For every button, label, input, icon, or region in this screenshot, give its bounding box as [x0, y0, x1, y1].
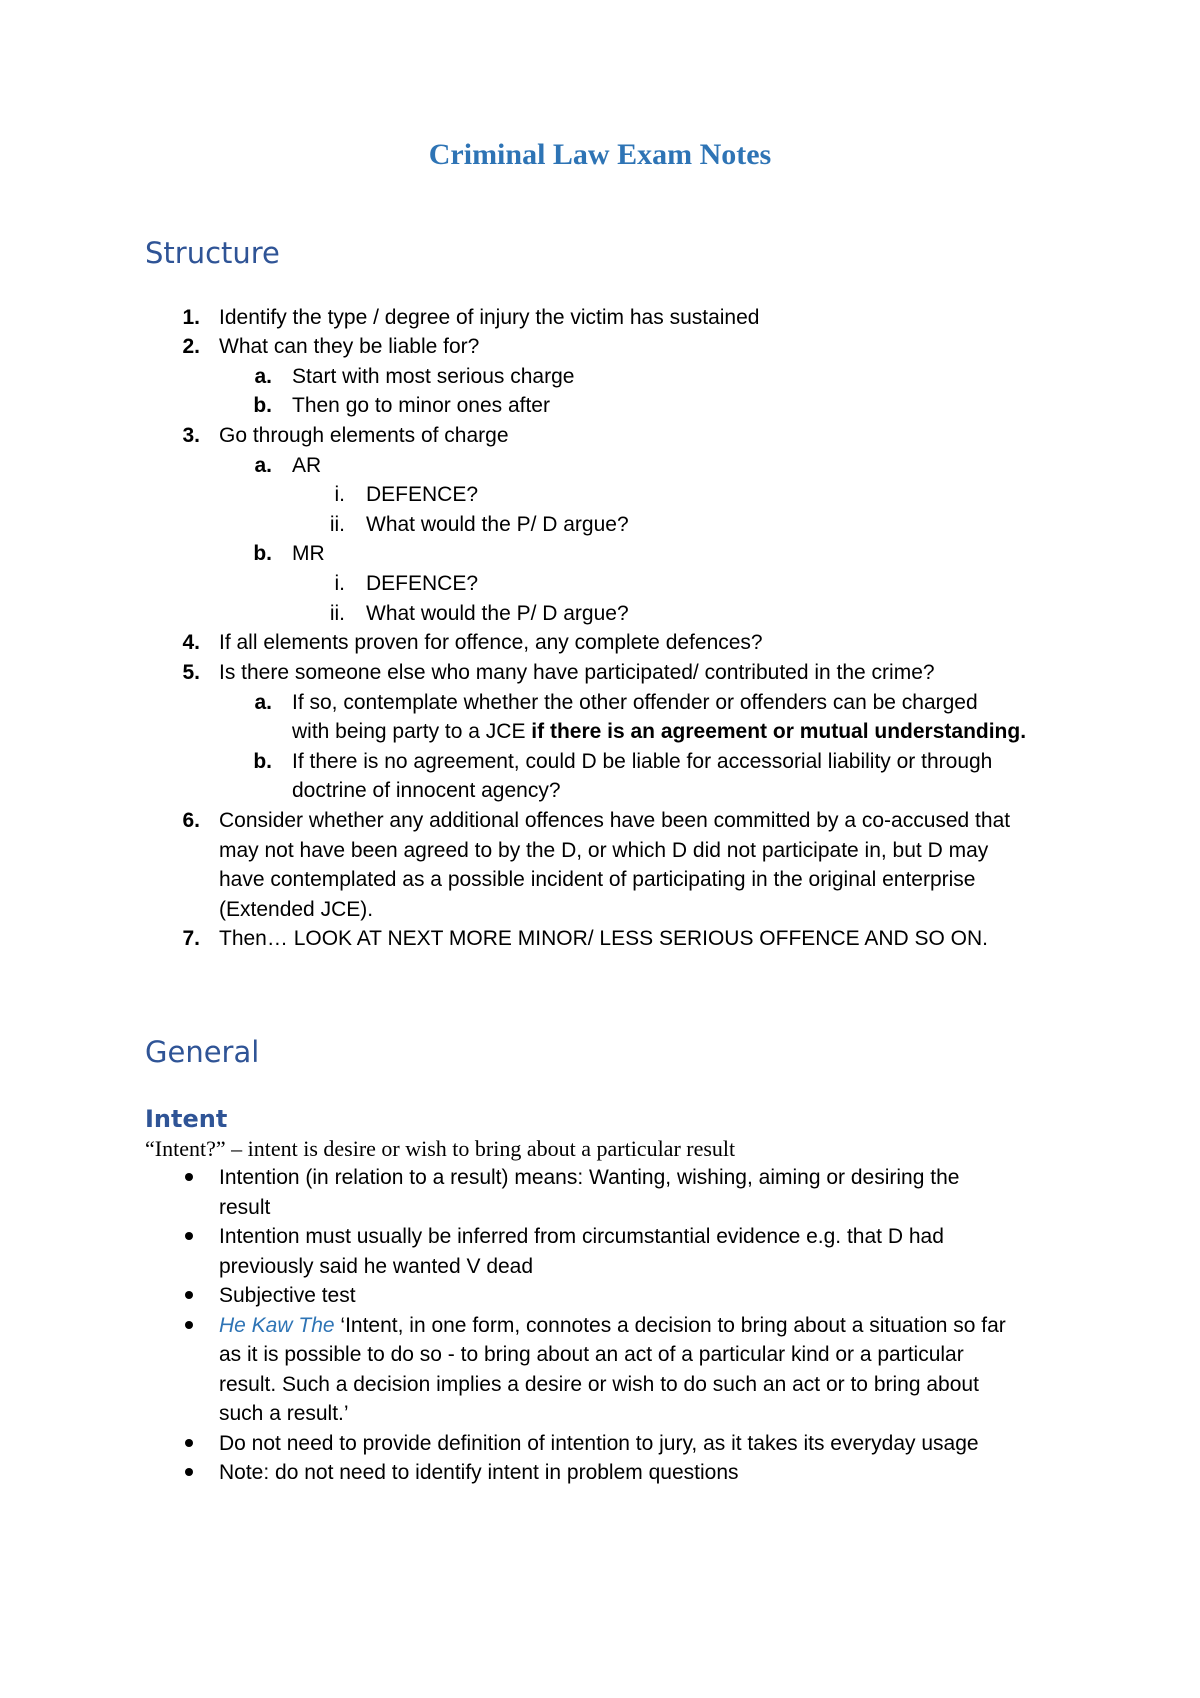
bullet-item-continuation: previously said he wanted V dead: [219, 1255, 534, 1278]
list-item: AR: [292, 454, 322, 477]
list-item-continuation: doctrine of innocent agency?: [292, 779, 561, 802]
list-roman: i.: [334, 483, 345, 506]
list-item: Start with most serious charge: [292, 365, 575, 388]
list-item: MR: [292, 542, 325, 565]
list-number: 4.: [182, 631, 200, 654]
list-item-emphasis: if there is an agreement or mutual understanding.: [531, 720, 1027, 743]
bullet-dot: [185, 1232, 193, 1240]
list-number: 7.: [182, 927, 200, 950]
bullet-dot: [185, 1321, 193, 1329]
list-item: DEFENCE?: [366, 483, 479, 506]
list-item-continuation: (Extended JCE).: [219, 898, 374, 921]
bullet-item: [219, 1315, 1006, 1336]
case-name: He Kaw The: [219, 1314, 335, 1337]
list-item: What can they be liable for?: [219, 335, 480, 358]
bullet-item-continuation: result: [219, 1196, 271, 1219]
bullet-item: Subjective test: [219, 1284, 356, 1307]
list-letter: b.: [253, 750, 272, 773]
bullet-item-continuation: such a result.’: [219, 1402, 349, 1425]
list-item: Consider whether any additional offences have been committed by a co-accused that: [219, 809, 1011, 832]
document-title: Criminal Law Exam Notes: [428, 138, 772, 171]
list-number: 1.: [182, 306, 200, 329]
list-item: Then… LOOK AT NEXT MORE MINOR/ LESS SERIOUS OFFENCE AND SO ON.: [219, 927, 989, 950]
bullet-item: Intention (in relation to a result) means: Wanting, wishing, aiming or desiring the: [219, 1166, 960, 1189]
bullet-item-continuation: result. Such a decision implies a desire or wish to do such an act or to bring about: [219, 1373, 979, 1396]
bullet-item: Do not need to provide definition of intention to jury, as it takes its everyday usage: [219, 1432, 979, 1455]
list-roman: i.: [334, 572, 345, 595]
list-item-continuation: have contemplated as a possible incident of participating in the original enterprise: [219, 868, 976, 891]
bullet-item: Intention must usually be inferred from circumstantial evidence e.g. that D had: [219, 1225, 944, 1248]
list-letter: a.: [254, 454, 272, 477]
list-item: Is there someone else who many have participated/ contributed in the crime?: [219, 661, 935, 684]
bullet-text: ‘Intent, in one form, connotes a decision to bring about a situation so far: [334, 1314, 1006, 1337]
bullet-dot: [185, 1173, 193, 1181]
bullet-dot: [185, 1291, 193, 1299]
list-item: If so, contemplate whether the other offender or offenders can be charged: [292, 691, 978, 714]
list-number: 5.: [182, 661, 200, 684]
list-item: If there is no agreement, could D be liable for accessorial liability or through: [292, 750, 993, 773]
list-number: 6.: [182, 809, 200, 832]
bullet-item-continuation: as it is possible to do so - to bring about an act of a particular kind or a particular: [219, 1343, 964, 1366]
list-letter: b.: [253, 394, 272, 417]
list-letter: b.: [253, 542, 272, 565]
list-item: What would the P/ D argue?: [366, 513, 629, 536]
list-item: If all elements proven for offence, any complete defences?: [219, 631, 763, 654]
heading-general: General: [145, 1035, 260, 1069]
list-item-continuation: may not have been agreed to by the D, or which D did not participate in, but D may: [219, 839, 989, 862]
list-item: What would the P/ D argue?: [366, 602, 629, 625]
list-number: 3.: [182, 424, 200, 447]
list-item: DEFENCE?: [366, 572, 479, 595]
list-number: 2.: [182, 335, 200, 358]
list-item-text: with being party to a JCE: [292, 720, 532, 743]
list-letter: a.: [254, 365, 272, 388]
list-letter: a.: [254, 691, 272, 714]
list-item-continuation: [292, 721, 1026, 742]
bullet-dot: [185, 1439, 193, 1447]
list-roman: ii.: [329, 513, 345, 536]
bullet-dot: [185, 1468, 193, 1476]
list-roman: ii.: [329, 602, 345, 625]
heading-structure: Structure: [145, 236, 280, 270]
list-item: Then go to minor ones after: [292, 394, 550, 417]
list-item: Go through elements of charge: [219, 424, 509, 447]
intent-intro: “Intent?” – intent is desire or wish to bring about a particular result: [145, 1136, 736, 1161]
heading-intent: Intent: [145, 1105, 228, 1133]
bullet-item: Note: do not need to identify intent in problem questions: [219, 1461, 739, 1484]
list-item: Identify the type / degree of injury the victim has sustained: [219, 306, 760, 329]
